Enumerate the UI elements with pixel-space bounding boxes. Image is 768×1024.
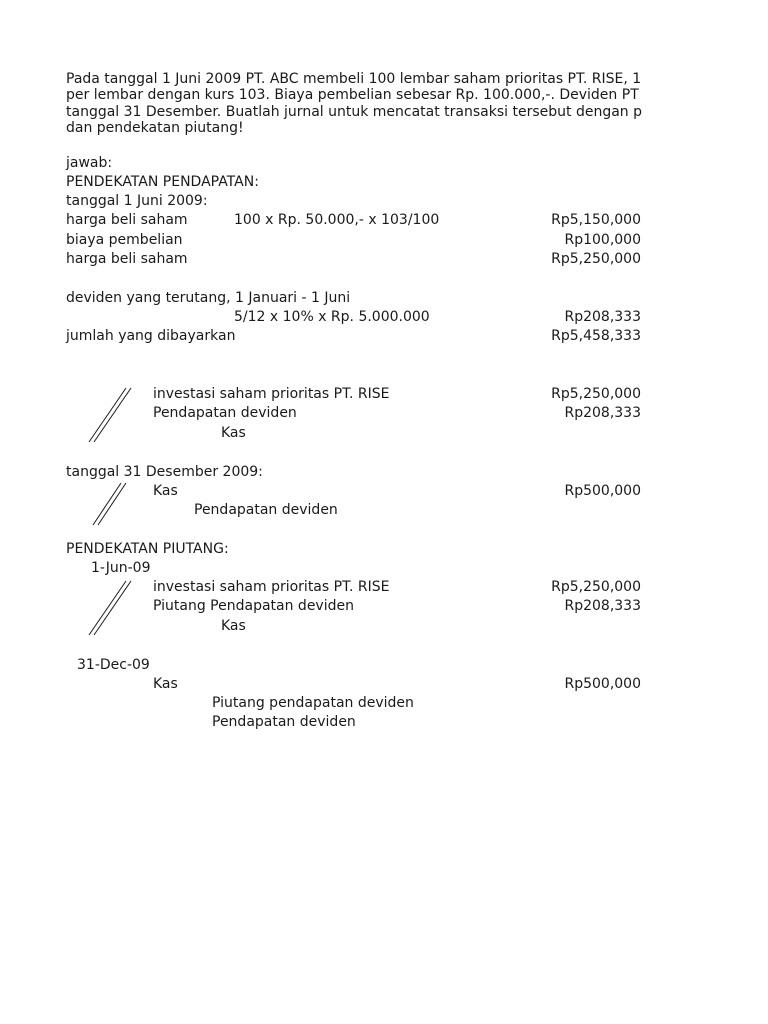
dividend-label: deviden yang terutang, 1 Januari - 1 Juni <box>66 290 351 306</box>
row-amount: Rp5,150,000 <box>551 212 641 228</box>
intro-line-2: per lembar dengan kurs 103. Biaya pembelian sebesar Rp. 100.000,-. Deviden PT <box>66 87 639 103</box>
double-slash-mark <box>86 386 132 444</box>
date-31-desember-2009: tanggal 31 Desember 2009: <box>66 464 263 480</box>
section-heading-pendapatan: PENDEKATAN PENDAPATAN: <box>66 174 259 190</box>
journal-amount: Rp5,250,000 <box>551 579 641 595</box>
journal-account: Kas <box>153 483 178 499</box>
answer-label: jawab: <box>66 155 113 171</box>
journal-account: Piutang pendapatan deviden <box>212 695 414 711</box>
row-label: harga beli saham <box>66 212 188 228</box>
journal-account: Kas <box>221 618 246 634</box>
journal-amount: Rp500,000 <box>564 483 641 499</box>
journal-amount: Rp208,333 <box>564 405 641 421</box>
row-amount: Rp5,250,000 <box>551 251 641 267</box>
row-label: harga beli saham <box>66 251 188 267</box>
journal-amount: Rp208,333 <box>564 598 641 614</box>
row-label: biaya pembelian <box>66 232 183 248</box>
journal-amount: Rp500,000 <box>564 676 641 692</box>
intro-line-3: tanggal 31 Desember. Buatlah jurnal untuk mencatat transaksi tersebut dengan p <box>66 104 643 120</box>
double-slash-mark <box>86 579 132 637</box>
journal-account: Kas <box>221 425 246 441</box>
journal-account: Piutang Pendapatan deviden <box>153 598 354 614</box>
date-31-dec-09: 31-Dec-09 <box>77 657 150 673</box>
dividend-calc: 5/12 x 10% x Rp. 5.000.000 <box>234 309 430 325</box>
date-1-jun-09: 1-Jun-09 <box>91 560 151 576</box>
journal-amount: Rp5,250,000 <box>551 386 641 402</box>
row-calc: 100 x Rp. 50.000,- x 103/100 <box>234 212 440 228</box>
journal-account: Pendapatan deviden <box>194 502 338 518</box>
paid-amount: Rp5,458,333 <box>551 328 641 344</box>
double-slash-mark <box>90 481 130 527</box>
paid-label: jumlah yang dibayarkan <box>66 328 236 344</box>
intro-line-1: Pada tanggal 1 Juni 2009 PT. ABC membeli 100 lembar saham prioritas PT. RISE, 1 <box>66 71 642 87</box>
journal-account: investasi saham prioritas PT. RISE <box>153 579 390 595</box>
row-amount: Rp100,000 <box>564 232 641 248</box>
journal-account: Pendapatan deviden <box>153 405 297 421</box>
section-heading-piutang: PENDEKATAN PIUTANG: <box>66 541 229 557</box>
intro-line-4: dan pendekatan piutang! <box>66 120 244 136</box>
journal-account: investasi saham prioritas PT. RISE <box>153 386 390 402</box>
dividend-amount: Rp208,333 <box>564 309 641 325</box>
journal-account: Kas <box>153 676 178 692</box>
journal-account: Pendapatan deviden <box>212 714 356 730</box>
date-1-juni-2009: tanggal 1 Juni 2009: <box>66 193 208 209</box>
